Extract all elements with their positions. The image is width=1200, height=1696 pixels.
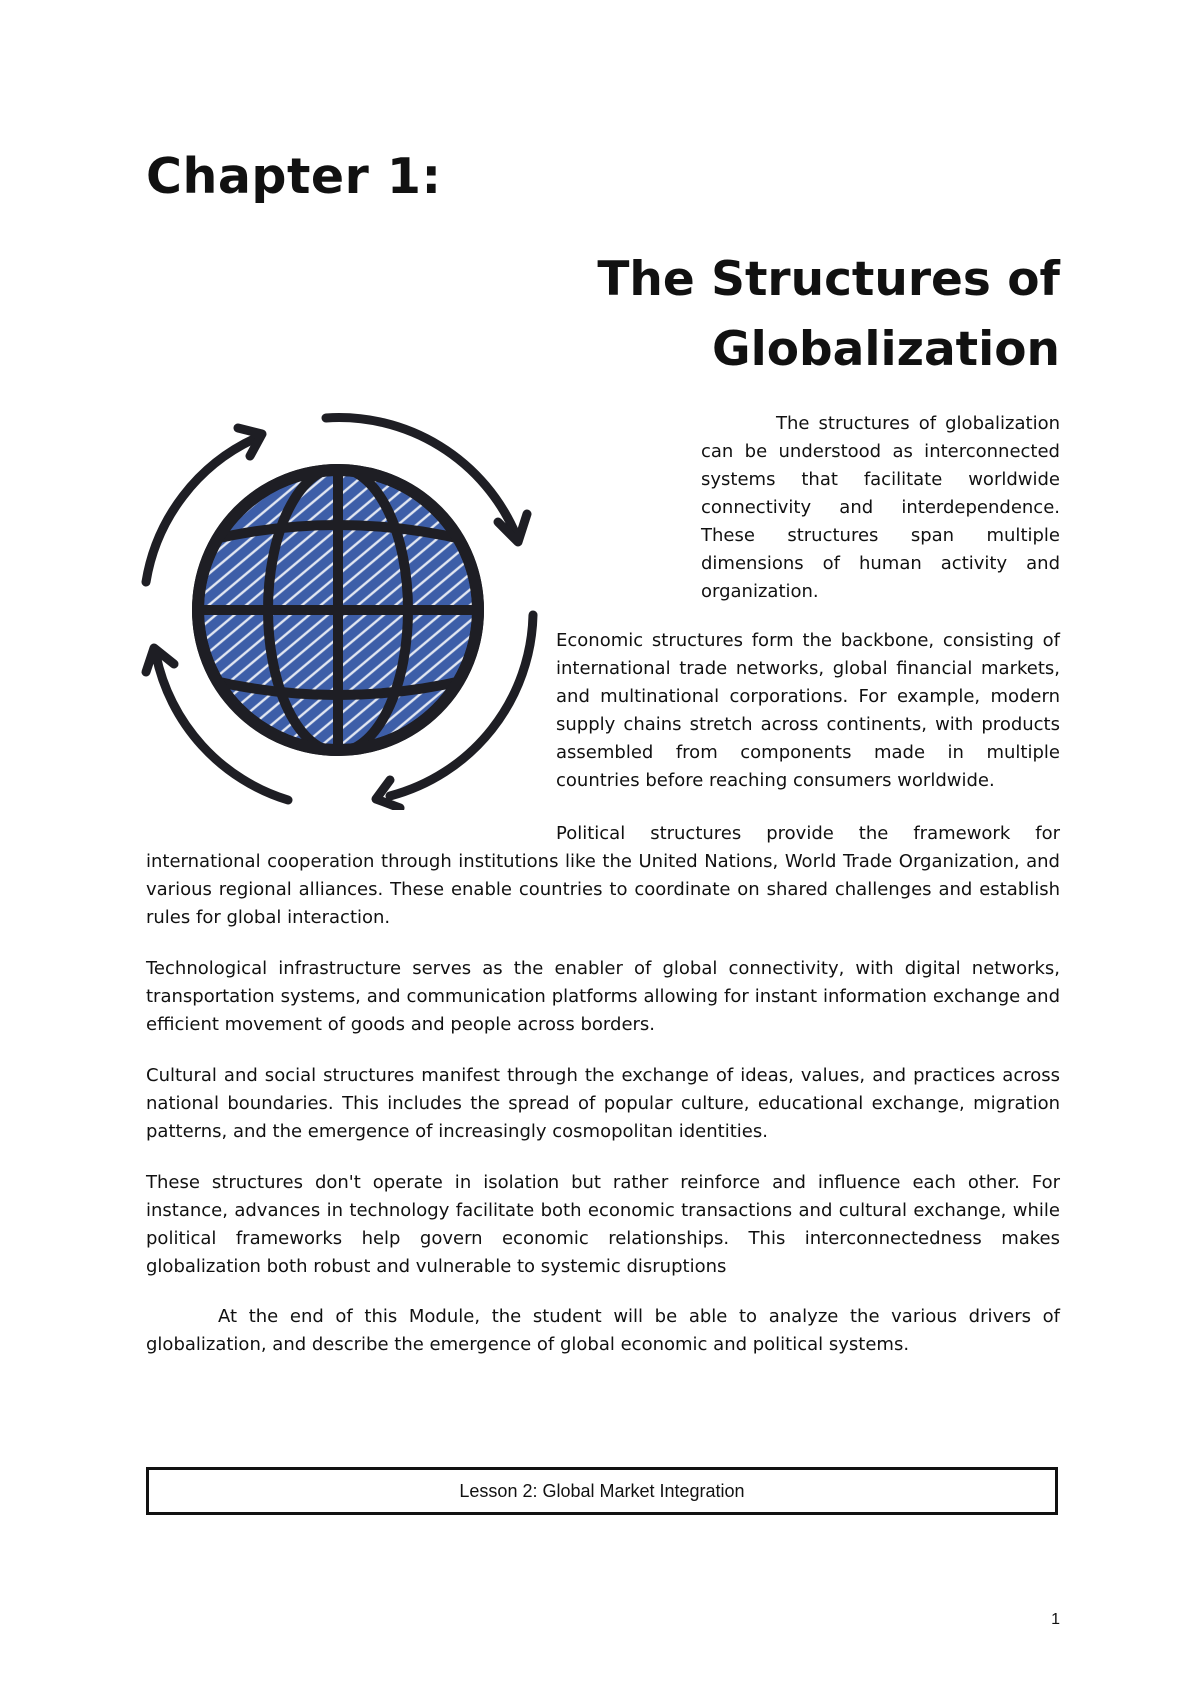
page-number: 1: [1051, 1611, 1060, 1628]
lesson-box: Lesson 2: Global Market Integration: [146, 1467, 1058, 1515]
technological-paragraph: Technological infrastructure serves as the enabler of global connectivity, with digital networks, transportation systems, and communication platforms allowing for instant information exchange and efficient movement of goods and people across borders.: [146, 958, 1060, 1035]
chapter-title-line-1: The Structures of: [597, 252, 1060, 307]
economic-paragraph: Economic structures form the backbone, consisting of international trade networks, global financial markets, and multinational corporations. For example, modern supply chains stretch across continents, with products assembled from components made in multiple countries before reaching consumers worldwide.: [556, 630, 1060, 791]
cultural-paragraph: Cultural and social structures manifest through the exchange of ideas, values, and practices across national boundaries. This includes the spread of popular culture, educational exchange, migration patterns, and the emergence of increasingly cosmopolitan identities.: [146, 1065, 1060, 1142]
chapter-label: Chapter 1:: [146, 148, 442, 205]
globe-with-circular-arrows-icon: [138, 410, 540, 810]
objective-paragraph: At the end of this Module, the student will be able to analyze the various drivers of globalization, and describe the emergence of global economic and political systems.: [146, 1306, 1060, 1355]
political-paragraph: Political structures provide the framework for international cooperation through institutions like the United Nations, World Trade Organization, and various regional alliances. These enable countries to coordinate on shared challenges and establish rules for global interaction.: [146, 823, 1060, 928]
intro-paragraph: The structures of globalization can be understood as interconnected systems that facilitate worldwide connectivity and interdependence. These structures span multiple dimensions of human activity and organization.: [701, 413, 1060, 602]
interconnected-paragraph: These structures don't operate in isolation but rather reinforce and influence each other. For instance, advances in technology facilitate both economic transactions and cultural exchange, while political frameworks help govern economic relationships. This interconnectedness makes globalization both robust and vulnerable to systemic disruptions: [146, 1172, 1060, 1277]
chapter-title-line-2: Globalization: [712, 322, 1060, 377]
chapter-title: [597, 245, 1060, 385]
